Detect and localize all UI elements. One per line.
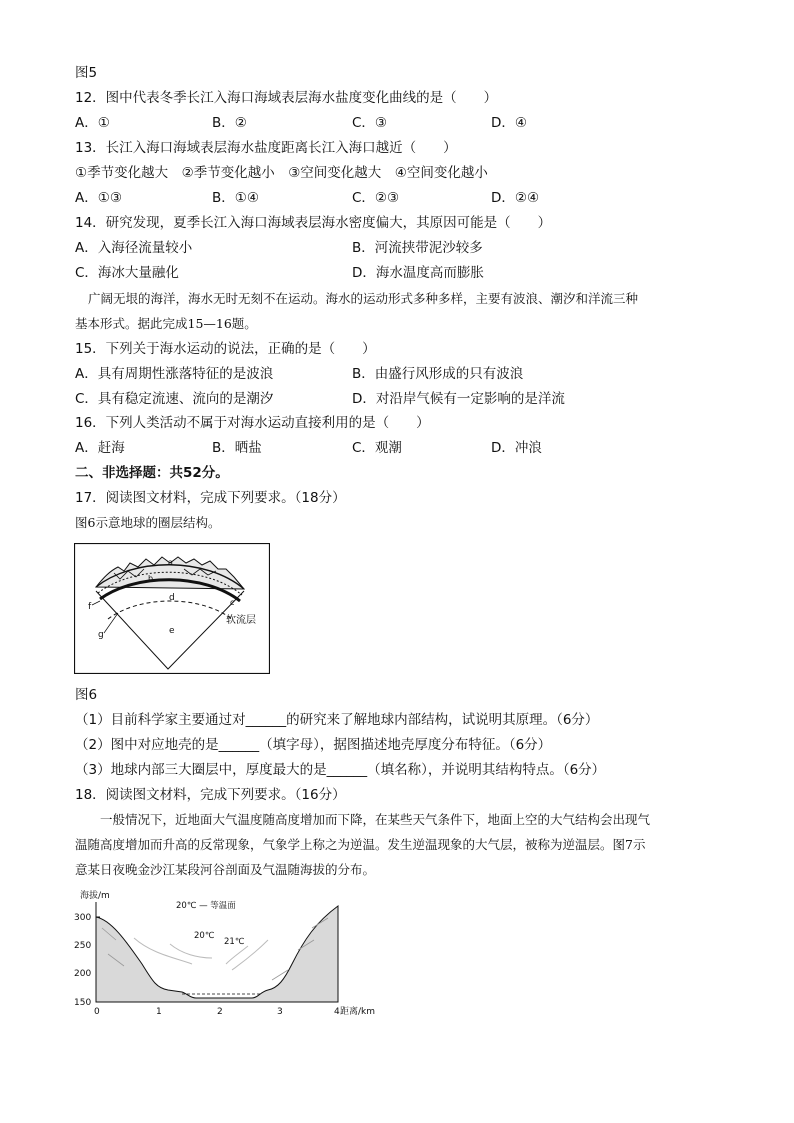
q12-option-c[interactable]: C．③ — [352, 115, 388, 131]
earth-structure-figure — [74, 543, 270, 674]
label-d: d — [169, 593, 175, 603]
isotherm-label-20: 20℃ — [194, 931, 215, 941]
q12-option-b[interactable]: B．② — [212, 115, 247, 131]
q12-option-a[interactable]: A．① — [75, 115, 110, 131]
question-18-passage-line-3: 意某日夜晚金沙江某段河谷剖面及气温随海拔的分布。 — [75, 862, 376, 877]
passage-15-16-line-2: 基本形式。据此完成15—16题。 — [75, 316, 257, 331]
q15-option-a[interactable]: A．具有周期性涨落特征的是波浪 — [75, 366, 274, 382]
label-asthenosphere: 软流层 — [226, 615, 256, 626]
question-17-sub-3: （3）地球内部三大圈层中，厚度最大的是______（填名称），并说明其结构特点。（6分） — [75, 762, 606, 778]
passage-15-16-line-1: 广阔无垠的海洋，海水无时无刻不在运动。海水的运动形式多种多样，主要有波浪、潮汐和洋流三种 — [88, 291, 639, 306]
q15-option-d[interactable]: D．对沿岸气候有一定影响的是洋流 — [352, 391, 565, 407]
y-tick-300: 300 — [74, 913, 92, 923]
q13-option-d[interactable]: D．②④ — [491, 190, 540, 206]
label-g: g — [98, 630, 104, 640]
x-tick-4: 4 — [334, 1007, 340, 1017]
figure-5-caption: 图5 — [75, 65, 98, 81]
label-c: c — [230, 598, 235, 607]
q14-option-b[interactable]: B．河流挟带泥沙较多 — [352, 240, 483, 256]
question-18-passage-line-2: 温随高度增加而升高的反常现象，气象学上称之为逆温。发生逆温现象的大气层，被称为逆温层。图7示 — [75, 837, 646, 852]
question-18-passage-line-1: 一般情况下，近地面大气温度随高度增加而下降，在某些天气条件下，地面上空的大气结构会出现气 — [100, 812, 651, 827]
question-17-stem: 17．阅读图文材料，完成下列要求。（18分） — [75, 490, 346, 506]
question-18-stem: 18．阅读图文材料，完成下列要求。（16分） — [75, 787, 346, 803]
q15-option-b[interactable]: B．由盛行风形成的只有波浪 — [352, 366, 524, 382]
label-b: b — [148, 574, 154, 583]
q13-option-c[interactable]: C．②③ — [352, 190, 400, 206]
q14-option-c[interactable]: C．海冰大量融化 — [75, 265, 179, 281]
x-tick-3: 3 — [277, 1007, 283, 1017]
y-tick-200: 200 — [74, 969, 92, 979]
q13-option-b[interactable]: B．①④ — [212, 190, 259, 206]
question-15-stem: 15．下列关于海水运动的说法，正确的是（ ） — [75, 341, 376, 357]
q14-option-a[interactable]: A．入海径流量较小 — [75, 240, 193, 256]
q15-option-c[interactable]: C．具有稳定流速、流向的是潮汐 — [75, 391, 274, 407]
question-17-intro: 图6示意地球的圈层结构。 — [75, 515, 221, 530]
question-14-stem: 14．研究发现，夏季长江入海口海域表层海水密度偏大，其原因可能是（ ） — [75, 215, 552, 231]
q16-option-b[interactable]: B．晒盐 — [212, 440, 262, 456]
x-tick-2: 2 — [217, 1007, 223, 1017]
x-axis-label: 距离/km — [340, 1007, 376, 1017]
question-13-statements: ①季节变化越大 ②季节变化越小 ③空间变化越大 ④空间变化越小 — [75, 165, 488, 181]
y-tick-250: 250 — [74, 941, 92, 951]
x-tick-0: 0 — [94, 1007, 100, 1017]
question-13-stem: 13．长江入海口海域表层海水盐度距离长江入海口越近（ ） — [75, 140, 457, 156]
isotherm-legend: 20℃ — 等温面 — [176, 901, 236, 911]
label-a: a — [168, 558, 173, 567]
q13-option-a[interactable]: A．①③ — [75, 190, 122, 206]
label-f: f — [88, 602, 92, 612]
q16-option-a[interactable]: A．赶海 — [75, 440, 125, 456]
q16-option-c[interactable]: C．观潮 — [352, 440, 402, 456]
y-axis-label: 海拔/m — [80, 891, 110, 901]
q16-option-d[interactable]: D．冲浪 — [491, 440, 542, 456]
q14-option-d[interactable]: D．海水温度高而膨胀 — [352, 265, 484, 281]
y-tick-150: 150 — [74, 998, 92, 1008]
section-2-title: 二、非选择题：共52分。 — [75, 465, 229, 481]
valley-profile-figure — [72, 884, 402, 1024]
question-17-sub-1: （1）目前科学家主要通过对______的研究来了解地球内部结构，试说明其原理。（6分） — [75, 712, 599, 728]
question-12-stem: 12．图中代表冬季长江入海口海域表层海水盐度变化曲线的是（ ） — [75, 90, 498, 106]
question-17-sub-2: （2）图中对应地壳的是______（填字母），据图描述地壳厚度分布特征。（6分） — [75, 737, 552, 753]
isotherm-label-21: 21℃ — [224, 937, 245, 947]
x-tick-1: 1 — [156, 1007, 162, 1017]
figure-6-caption: 图6 — [75, 687, 98, 703]
q12-option-d[interactable]: D．④ — [491, 115, 527, 131]
label-e: e — [169, 626, 175, 636]
question-16-stem: 16．下列人类活动不属于对海水运动直接利用的是（ ） — [75, 415, 430, 431]
